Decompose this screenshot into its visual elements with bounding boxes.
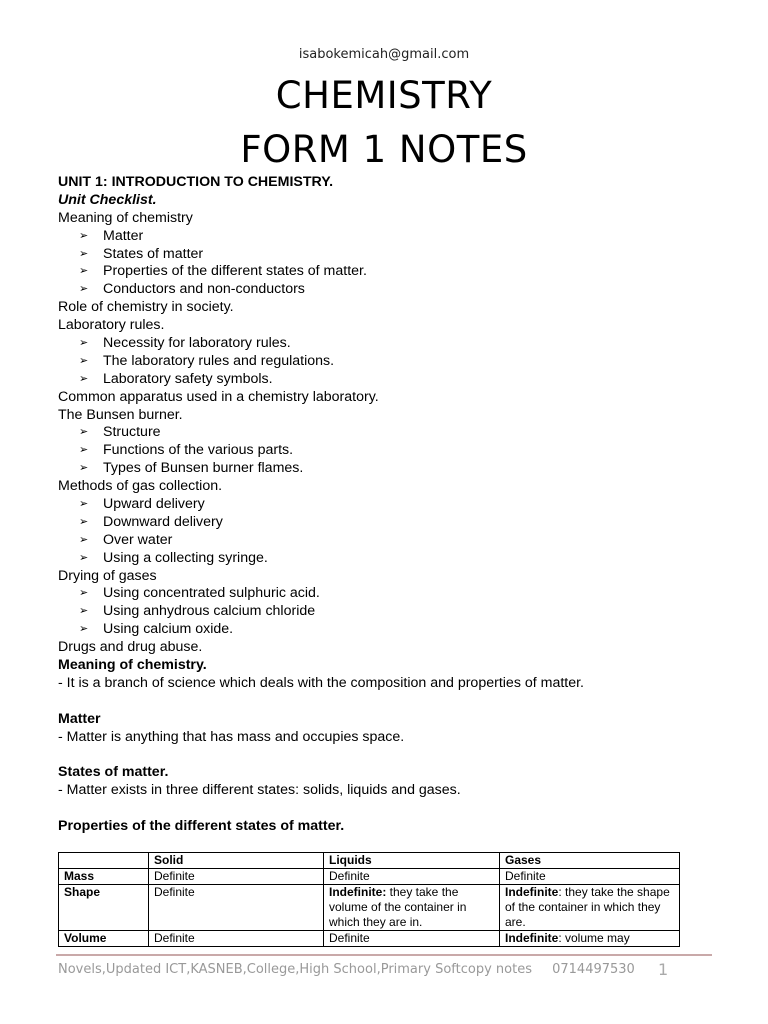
checklist-item [58, 389, 698, 407]
arrow-bullet-icon: ➢ [79, 498, 89, 511]
table-cell: Indefinite: they take the volume of the container in which they are in. [324, 885, 500, 931]
checklist-subitem [58, 281, 698, 299]
arrow-bullet-icon: ➢ [79, 337, 89, 350]
arrow-bullet-icon: ➢ [79, 444, 89, 457]
checklist-subitem [58, 603, 698, 621]
checklist-text: Drugs and drug abuse. [58, 639, 203, 656]
checklist-text: Role of chemistry in society. [58, 299, 234, 316]
checklist-text: Methods of gas collection. [58, 478, 223, 495]
checklist-text: States of matter [103, 245, 204, 262]
matter-text: - Matter is anything that has mass and occupies space. [58, 728, 405, 745]
table-cell: Definite [149, 885, 324, 931]
footer-text: Novels,Updated ICT,KASNEB,College,High School,Primary Softcopy notes [58, 962, 532, 977]
document-title-line1: CHEMISTRY [275, 74, 493, 117]
checklist-item [58, 317, 698, 335]
table-header-cell [59, 853, 149, 869]
checklist-subitem [58, 621, 698, 639]
checklist-text: Functions of the various parts. [103, 442, 294, 459]
checklist-text: Upward delivery [103, 496, 205, 513]
checklist-subitem [58, 532, 698, 550]
notes-body [58, 174, 698, 836]
arrow-bullet-icon: ➢ [79, 372, 89, 385]
checklist-text: Laboratory rules. [58, 317, 165, 334]
checklist-text: Properties of the different states of matter. [103, 263, 367, 280]
unit-checklist [58, 210, 698, 657]
checklist-subitem [58, 442, 698, 460]
table-header-cell: Gases [500, 853, 680, 869]
arrow-bullet-icon: ➢ [79, 247, 89, 260]
row-label: Shape [59, 885, 149, 931]
arrow-bullet-icon: ➢ [79, 283, 89, 296]
arrow-bullet-icon: ➢ [79, 229, 89, 242]
arrow-bullet-icon: ➢ [79, 551, 89, 564]
checklist-text: The laboratory rules and regulations. [103, 352, 335, 369]
table-cell: Definite [500, 869, 680, 885]
states-heading: States of matter. [58, 764, 169, 781]
checklist-text: The Bunsen burner. [58, 406, 183, 423]
author-email: isabokemicah@gmail.com [298, 47, 470, 62]
checklist-text: Matter [103, 227, 144, 244]
arrow-bullet-icon: ➢ [79, 265, 89, 278]
checklist-subitem [58, 371, 698, 389]
page-footer [58, 962, 718, 977]
table-cell: Indefinite: they take the shape of the container in which they are. [500, 885, 680, 931]
checklist-text: Conductors and non-conductors [103, 281, 305, 298]
table-cell: Definite [149, 869, 324, 885]
checklist-item [58, 210, 698, 228]
checklist-text: Laboratory safety symbols. [103, 370, 273, 387]
checklist-item [58, 568, 698, 586]
meaning-heading: Meaning of chemistry. [58, 657, 207, 674]
arrow-bullet-icon: ➢ [79, 587, 89, 600]
checklist-subitem [58, 246, 698, 264]
table-cell: Indefinite: volume may [500, 931, 680, 947]
checklist-text: Downward delivery [103, 513, 223, 530]
checklist-item [58, 478, 698, 496]
checklist-text: Using a collecting syringe. [103, 549, 268, 566]
table-cell: Definite [324, 869, 500, 885]
arrow-bullet-icon: ➢ [79, 605, 89, 618]
checklist-title: Unit Checklist. [58, 191, 157, 208]
checklist-text: Types of Bunsen burner flames. [103, 460, 304, 477]
checklist-text: Common apparatus used in a chemistry laboratory. [58, 388, 379, 405]
checklist-item [58, 407, 698, 425]
properties-heading: Properties of the different states of matter. [58, 818, 345, 835]
footer-phone: 0714497530 [552, 962, 635, 977]
checklist-subitem [58, 460, 698, 478]
row-label: Mass [59, 869, 149, 885]
checklist-text: Necessity for laboratory rules. [103, 335, 291, 352]
table-row [59, 869, 680, 885]
table-row [59, 931, 680, 947]
checklist-subitem [58, 424, 698, 442]
matter-heading: Matter [58, 710, 101, 727]
checklist-item [58, 639, 698, 657]
table-cell: Definite [149, 931, 324, 947]
unit-title: UNIT 1: INTRODUCTION TO CHEMISTRY. [58, 174, 334, 190]
table-header-row [59, 853, 680, 869]
checklist-text: Using concentrated sulphuric acid. [103, 585, 320, 602]
checklist-subitem [58, 550, 698, 568]
checklist-subitem [58, 335, 698, 353]
states-properties-table [58, 852, 680, 947]
arrow-bullet-icon: ➢ [79, 354, 89, 367]
checklist-text: Drying of gases [58, 567, 157, 584]
arrow-bullet-icon: ➢ [79, 533, 89, 546]
checklist-subitem [58, 263, 698, 281]
table-cell: Definite [324, 931, 500, 947]
checklist-subitem [58, 353, 698, 371]
checklist-text: Using anhydrous calcium chloride [103, 603, 316, 620]
checklist-subitem [58, 228, 698, 246]
table-header-cell: Solid [149, 853, 324, 869]
meaning-text: - It is a branch of science which deals with the composition and properties of matter. [58, 674, 584, 691]
checklist-text: Over water [103, 531, 173, 548]
row-label: Volume [59, 931, 149, 947]
arrow-bullet-icon: ➢ [79, 623, 89, 636]
arrow-bullet-icon: ➢ [79, 515, 89, 528]
arrow-bullet-icon: ➢ [79, 462, 89, 475]
footer-divider [56, 954, 712, 956]
table-row [59, 885, 680, 931]
document-title-line2: FORM 1 NOTES [240, 128, 528, 171]
checklist-text: Structure [103, 424, 161, 441]
arrow-bullet-icon: ➢ [79, 426, 89, 439]
checklist-text: Meaning of chemistry [58, 209, 193, 226]
checklist-subitem [58, 585, 698, 603]
checklist-text: Using calcium oxide. [103, 621, 234, 638]
page-number: 1 [658, 960, 669, 979]
table-header-cell: Liquids [324, 853, 500, 869]
checklist-subitem [58, 496, 698, 514]
checklist-subitem [58, 514, 698, 532]
checklist-item [58, 299, 698, 317]
states-text: - Matter exists in three different states: solids, liquids and gases. [58, 782, 461, 799]
